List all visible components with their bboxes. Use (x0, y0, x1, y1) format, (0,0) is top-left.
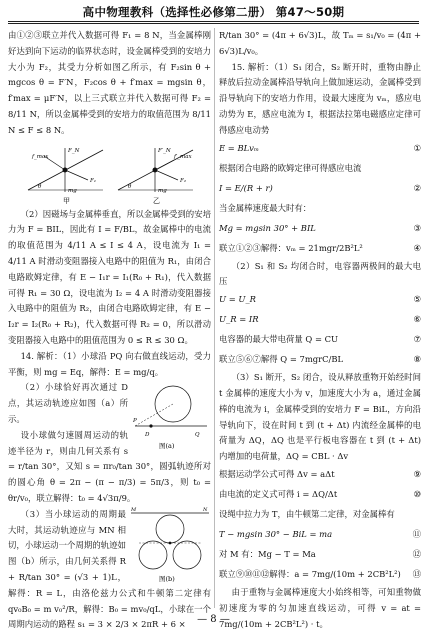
svg-text:Q: Q (195, 432, 200, 439)
svg-text:P: P (133, 418, 137, 425)
left-paragraph-6: （3）当小球运动的周期最大时，其运动轨迹应与 MN 相切，小球运动一个周期的轨迹如图（b）所示，由几何关系得 R + R/tan 30° = (√3 + 1)L，解得：R = L，由洛伦兹力公式和牛顿第二定律有 qv₀B₀ = m v₀²/R，解得：B₀ = mv₀/qL，小球在一个周期内运动的路程 s₁ = 3 × 2/3 × 2πR + 6 × (8, 508, 211, 630)
equation-row: I = E/(R + r) ② (219, 182, 421, 193)
svg-text:θ: θ (128, 183, 132, 190)
force-diagram-jia (28, 148, 103, 205)
header-rule-thin (8, 23, 419, 24)
header-rule (8, 21, 419, 22)
equation-row: T − mgsin 30° − BiL = ma ⑪ (219, 529, 421, 540)
right-paragraph-3: （3）S₁ 断开，S₂ 闭合，设从释放重物开始经时间 t 金属棒的速度大小为 v，加速度大小为 a，通过金属棒的电流为 i，金属棒受到的安培力 F = BiL，方向沿导轨向下，设在时间 t 到 (t + Δt) 内流经金属棒的电荷量为 ΔQ，ΔQ 也是平行板电容器在 t 到 (t + Δt) 内增加的电荷量，ΔQ = CBL · Δv (219, 372, 421, 462)
svg-text:f′_max: f′_max (174, 153, 192, 160)
svg-text:M: M (131, 506, 137, 513)
left-paragraph-2: （2）因磁场与金属棒垂直，所以金属棒受到的安培力为 F = BIL，因此有 I = F/BL，故金属棒中的电流的取值范围为 4/11 A ≤ I ≤ 4 A，设电流为 I₁ = 4/11 A 时滑动变阻器接入电路中的阻值为 R₁，由闭合电路欧姆定律，有 E − I₁r = I₁(R₀ + R₁)，代入数据可得 R₁ = 30 Ω，设电流为 I₂ = 4 A 时滑动变阻器接入电路中的阻值为 R₂，由闭合电路欧姆定律，有 E − I₂r = I₂(R₀ + R₂)，代入数据可得 R₂ = 0，所以滑动变阻器接入电路中的阻值范围为 0 ≤ R ≤ 30 Ω。 (8, 208, 211, 345)
equation-row: 电容器的最大带电荷量 Q = CU ⑦ (219, 334, 421, 345)
fig-b-caption: 图(b) (159, 574, 175, 583)
equation-row: E = BLvₘ ① (219, 142, 421, 153)
column-divider (214, 28, 215, 608)
fig-b-label: 乙 (153, 196, 160, 205)
svg-text:D: D (145, 432, 150, 439)
svg-text:mg: mg (68, 187, 77, 194)
equation-row: 设绳中拉力为 T，由牛顿第二定律，对金属棒有 (219, 509, 395, 520)
equation-row: 根据闭合电路的欧姆定律可得感应电流 (219, 162, 362, 173)
equation-row: 对 M 有：Mg − T = Ma ⑫ (219, 549, 421, 560)
trajectory-figure-b (129, 507, 211, 583)
page-number: — 8 — (197, 614, 230, 625)
svg-text:N: N (203, 506, 208, 513)
page-title: 高中物理教科（选择性必修第二册） 第47～50期 (82, 5, 345, 19)
right-paragraph-4: 由于重物与金属棒速度大小始终相等，可知重物做初速度为零的匀加速直线运动，可得 v = at = 7mg/(10m + 2CB²L²) · t。 (219, 586, 421, 629)
force-diagram-yi (118, 148, 193, 205)
equation-row: 根据运动学公式可得 Δv = aΔt ⑨ (219, 469, 421, 480)
equation-group-2 (219, 290, 421, 370)
equation-group-1 (219, 139, 421, 259)
right-paragraph-1: 15. 解析：（1）S₁ 闭合，S₂ 断开时，重物由静止释放后拉动金属棒沿导轨向上做加速运动，金属棒受到沿导轨向下的安培力作用，设最大速度为 vₘ，感应电动势为 E，感应电流为 I，根据法拉第电磁感应定律可得感应电动势 (219, 61, 421, 135)
left-paragraph-5: 设小球做匀速圆周运动的轨迹半径为 r，则由几何关系有 s = r/tan 30°，又知 s = πr₀/tan 30°，圆弧轨迹所对的圆心角 θ = 2π − (π − π/3) = 5π/3，则 t₀ = θr/v₀，联立解得：t₀ = 4√3π/9。 (8, 429, 211, 503)
svg-text:F₂: F₂ (180, 177, 187, 184)
equation-row: 联立①②③解得：vₘ = 21mgr/2B²L² ④ (219, 242, 421, 253)
right-column (219, 28, 421, 629)
right-paragraph-2: （2）S₁ 和 S₂ 均闭合时，电容器两极间的最大电压 (219, 260, 421, 287)
force-diagram-figure (8, 140, 211, 206)
left-paragraph-3: 14. 解析：（1）小球沿 PQ 向右做直线运动，受力平衡，则 mg = Eq，解得：E = mg/q。 (8, 350, 211, 377)
page-header (0, 0, 427, 22)
svg-text:f_max: f_max (32, 153, 49, 160)
svg-text:θ: θ (38, 183, 42, 190)
equation-row: Mg = mgsin 30° + BIL ③ (219, 222, 421, 233)
fig-a-label: 甲 (63, 196, 70, 205)
equation-group-3 (219, 465, 421, 585)
equation-row: 联立⑨⑩⑪⑫解得：a = 7mg/(10m + 2CB²L²) ⑬ (219, 569, 421, 580)
left-paragraph-4: （2）小球恰好再次通过 D 点，其运动轨迹应如图（a）所示。 (8, 382, 128, 424)
fig-a-caption: 图(a) (159, 442, 175, 451)
svg-text:F′_N: F′_N (158, 147, 171, 154)
svg-text:mg: mg (158, 187, 167, 194)
left-column (8, 28, 211, 630)
equation-row: 联立⑤⑥⑦解得 Q = 7mgrC/BL ⑧ (219, 354, 421, 365)
equation-row: U = U_R ⑤ (219, 294, 421, 305)
trajectory-figure-a (131, 380, 211, 452)
equation-row: U_R = IR ⑥ (219, 314, 421, 325)
left-block-fig-a (8, 380, 211, 506)
equation-row: 当金属棒速度最大时有： (219, 202, 312, 213)
svg-text:F_N: F_N (68, 147, 80, 154)
svg-text:F₁: F₁ (90, 177, 97, 184)
right-line-1: R/tan 30° = (4π + 6√3)L，故 Tₘ = s₁/v₀ = (4π + 6√3)L/v₀。 (219, 30, 421, 56)
equation-row: 由电流的定义式可得 i = ΔQ/Δt ⑩ (219, 489, 421, 500)
left-paragraph-1: 由①②③联立并代入数据可得 F₁ = 8 N，当金属棒刚好达到向下运动的临界状态时，设金属棒受到的安培力大小为 F₂，其受力分析如图乙所示，有 F₂sin θ + mgcos θ = F′N，F₂cos θ + f′max = mgsin θ，f′max = μF′N，以上三式联立并代入数据可得 F₂ = 8/11 N，所以金属棒受到的安培力的取值范围为 8/11 N ≤ F ≤ 8 N。 (8, 30, 211, 135)
